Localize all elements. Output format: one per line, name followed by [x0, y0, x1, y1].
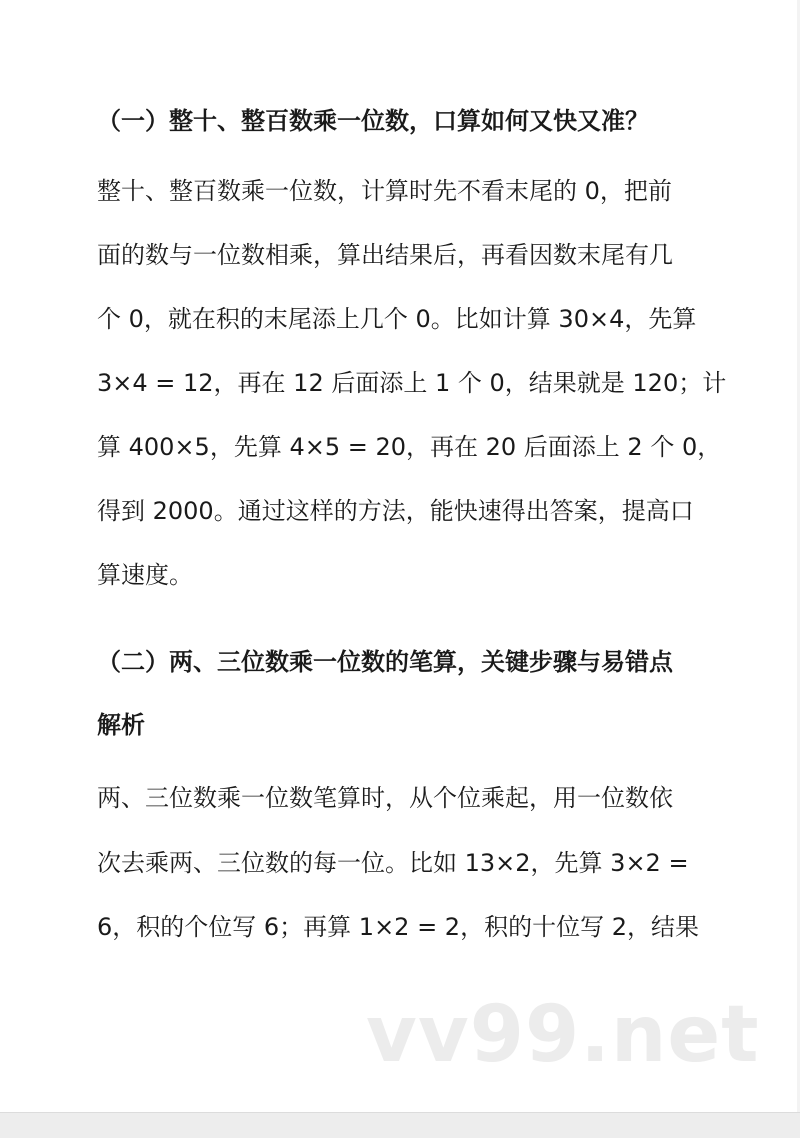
- section-2-heading-line-2: 解析: [97, 711, 145, 739]
- section-1-line-2: 面的数与一位数相乘，算出结果后，再看因数末尾有几: [97, 241, 673, 269]
- section-2-heading-line-1: （二）两、三位数乘一位数的笔算，关键步骤与易错点: [97, 648, 673, 676]
- page-bottom-divider: [0, 1112, 800, 1138]
- section-1-line-6: 得到 2000。通过这样的方法，能快速得出答案，提高口: [97, 497, 694, 525]
- section-2-line-2: 次去乘两、三位数的每一位。比如 13×2，先算 3×2 =: [97, 849, 689, 877]
- section-1-line-1: 整十、整百数乘一位数，计算时先不看末尾的 0，把前: [97, 177, 672, 205]
- section-2-line-1: 两、三位数乘一位数笔算时，从个位乘起，用一位数依: [97, 784, 673, 812]
- section-1-heading: （一）整十、整百数乘一位数，口算如何又快又准？: [97, 107, 649, 135]
- section-2-line-3: 6，积的个位写 6；再算 1×2 = 2，积的十位写 2，结果: [97, 913, 699, 941]
- watermark: vv99.net: [366, 990, 760, 1080]
- section-1-line-4: 3×4 = 12，再在 12 后面添上 1 个 0，结果就是 120；计: [97, 369, 727, 397]
- section-1-line-7: 算速度。: [97, 561, 193, 589]
- section-1-line-5: 算 400×5，先算 4×5 = 20，再在 20 后面添上 2 个 0，: [97, 433, 722, 461]
- section-1-line-3: 个 0，就在积的末尾添上几个 0。比如计算 30×4，先算: [97, 305, 697, 333]
